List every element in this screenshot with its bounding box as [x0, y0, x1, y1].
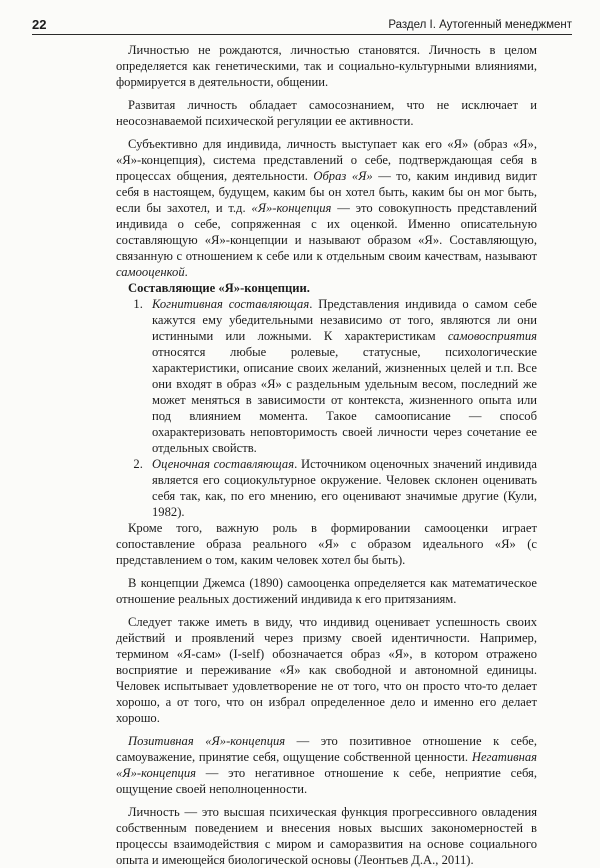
paragraph-7-text-a: — это позитивное отношение к себе, самоуважение, принятие себя, ощущение собственной ценности.: [116, 734, 538, 764]
paragraph-3-text-c: — это совокупность представлений индивида о себе, сопряженная с их оценкой. Именно описательную составляющую «Я»-концепции и называют образом «Я». Составляющую, связанную с отношением к себе или к отдельным своим качествам, называют: [116, 201, 538, 263]
list-item-evaluative: [146, 456, 537, 520]
term-evaluative: Оценочная составляющая: [152, 457, 295, 471]
term-self-esteem: самооценкой: [116, 265, 185, 279]
paragraph-7-text-b: — это негативное отношение к себе, неприятие себя, ощущение своей неполноценности.: [116, 766, 537, 796]
list-item-1-text-b: относятся любые ролевые, статусные, психологические характеристики, описание своих желаний, жизненных целей и т.п. Все они входят в образ «Я» с раздельным удельным весом, последний же может меняться в зависимости от контекста, жизненного опыта или под влиянием момента. Такое самоописание — способ охарактеризовать неповторимость своей личности через сочетание ее отдельных свойств.: [152, 345, 537, 455]
term-self-image: Образ «Я»: [313, 169, 373, 183]
list-item-1-text-a: . Представления индивида о самом себе кажутся ему убедительными независимо от того, являются ли они истинными или ложными. К характеристикам: [152, 297, 537, 343]
page-header: [32, 12, 572, 35]
term-positive-self-concept: Позитивная «Я»-концепция: [128, 734, 286, 748]
paragraph-2: Развитая личность обладает самосознанием, что не исключает и неосознаваемой психической регуляции ее активности.: [116, 98, 537, 128]
list-item-cognitive: [146, 296, 537, 456]
term-self-perception: самовосприятия: [447, 329, 537, 343]
paragraph-1: Личностью не рождаются, личностью становятся. Личность в целом определяется как генетическими, так и социально-культурными влияниями, формируется в деятельности, общении.: [116, 43, 537, 89]
paragraph-3-text-a: Субъективно для индивида, личность выступает как его «Я» (образ «Я», «Я»-концепция), система представлений о себе, подтверждающая себя в процессах общения, деятельности.: [116, 137, 537, 183]
paragraph-6: Следует также иметь в виду, что индивид оценивает успешность своих действий и проявлений через призму своей идентичности. Например, термином «Я-сам» (I-self) обозначается образ «Я», в котором отражено восприятие и переживание «Я» как свободной и автономной единицы. Человек испытывает удовлетворение не от того, что он просто что-то делает хорошо, а от того, что он избрал определенное дело и именно его делает хорошо.: [116, 615, 537, 725]
paragraph-4: Кроме того, важную роль в формировании самооценки играет сопоставление образа реального «Я» с образом идеального «Я» (с представлением о том, каким человек хотел бы быть).: [116, 521, 537, 567]
paragraph-7: [116, 733, 537, 797]
paragraph-5: В концепции Джемса (1890) самооценка определяется как математическое отношение реальных достижений индивида к его притязаниям.: [116, 576, 537, 606]
term-cognitive: Когнитивная составляющая: [152, 297, 310, 311]
term-self-concept: «Я»-концепция: [251, 201, 332, 215]
paragraph-3-text-d: .: [184, 265, 188, 279]
paragraph-8: Личность — это высшая психическая функция прогрессивного овладения собственным поведением и внесения новых высших закономерностей в процессы взаимодействия с миром и саморазвития на основе социального опыта и имеющейся биологической основы (Леонтьев Д.А., 2011).: [116, 805, 537, 867]
body-text: [116, 42, 537, 868]
paragraph-3-text-b: — то, каким индивид видит себя в настоящем, будущем, каким бы он хотел быть, каким бы он мог быть, если бы захотел, и т.д.: [116, 169, 537, 215]
components-list: [116, 296, 537, 520]
running-title: Раздел I. Аутогенный менеджмент: [388, 19, 572, 31]
section-heading: Составляющие «Я»-концепции.: [128, 281, 310, 295]
list-item-2-text: . Источником оценочных значений индивида является его социокультурное окружение. Человек склонен оценивать себя так, как, по его мнению, его оценивают значимые другие (Кули, 1982).: [152, 457, 537, 519]
paragraph-3: [116, 136, 537, 280]
term-negative-self-concept: Негативная «Я»-концепция: [116, 750, 537, 780]
page-number: 22: [32, 17, 47, 32]
